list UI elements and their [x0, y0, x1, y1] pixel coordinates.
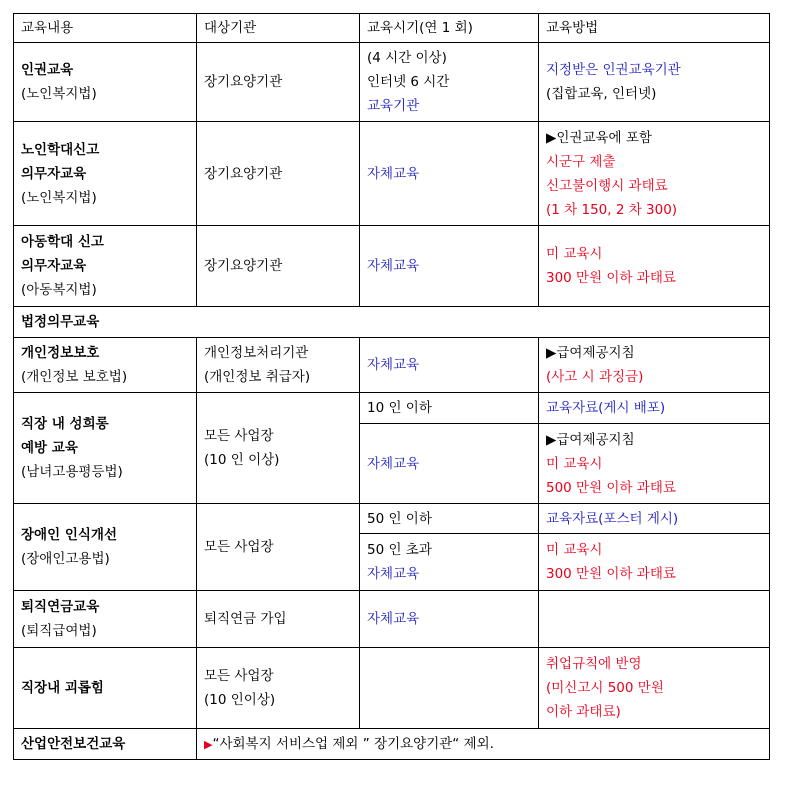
target-text: 모든 사업장: [204, 539, 274, 555]
method-text: (집합교육, 인터넷): [546, 86, 657, 102]
course-title: 아동학대 신고: [21, 234, 104, 250]
table-row: [14, 226, 770, 307]
target-text: (10 인이상): [204, 692, 276, 708]
header-method: 교육방법: [539, 14, 770, 43]
timing-cell: [360, 591, 539, 648]
course-title: 퇴직연금교육: [21, 599, 100, 615]
method-text: 시군구 제출: [546, 153, 616, 170]
method-text: 500 만원 이하 과태료: [546, 479, 676, 496]
method-cell: [539, 43, 770, 122]
header-timing: 교육시기(연 1 회): [360, 14, 539, 43]
timing-text: 자체교육: [367, 165, 420, 182]
method-text: (1 차 150, 2 차 300): [546, 201, 678, 218]
timing-cell: [360, 393, 539, 424]
course-law: (개인정보 보호법): [21, 369, 128, 385]
course-law: (노인복지법): [21, 189, 97, 206]
method-cell: [539, 648, 770, 729]
target-cell: [197, 226, 360, 307]
header-content: 교육내용: [14, 14, 197, 43]
method-text: ▶인권교육에 포함: [546, 129, 652, 146]
course-title: 개인정보보호: [21, 345, 100, 361]
method-cell: [539, 122, 770, 226]
content-cell: [14, 591, 197, 648]
method-cell: [539, 338, 770, 393]
content-cell: [14, 648, 197, 729]
target-cell: [197, 122, 360, 226]
timing-cell: [360, 43, 539, 122]
target-text: 장기요양기관: [204, 74, 283, 90]
table-row: [14, 591, 770, 648]
target-cell: [197, 504, 360, 591]
timing-text: 인터넷 6 시간: [367, 74, 450, 90]
method-text: 300 만원 이하 과태료: [546, 270, 676, 286]
table-row: [14, 122, 770, 226]
method-text: (사고 시 과징금): [546, 369, 644, 385]
method-cell: [539, 226, 770, 307]
timing-text: 자체교육: [367, 455, 420, 472]
target-text: 장기요양기관: [204, 165, 283, 182]
course-title: 노인학대신고: [21, 141, 100, 158]
note-text: “사회복지 서비스업 제외 ” 장기요양기관“ 제외.: [212, 735, 494, 752]
target-text: 모든 사업장: [204, 428, 274, 444]
course-law: (남녀고용평등법): [21, 464, 123, 480]
timing-text: 50 인 이하: [367, 510, 432, 527]
timing-text: 자체교육: [367, 566, 420, 582]
timing-text: 교육기관: [367, 98, 420, 114]
method-text: 이하 과태료): [546, 704, 621, 720]
method-text: (미신고시 500 만원: [546, 680, 664, 696]
content-cell: [14, 122, 197, 226]
timing-cell: [360, 534, 539, 591]
content-cell: [14, 729, 197, 760]
content-cell: [14, 338, 197, 393]
method-text: 지정받은 인권교육기관: [546, 62, 681, 78]
education-table: [13, 13, 770, 760]
target-cell: [197, 43, 360, 122]
target-cell: [197, 393, 360, 504]
method-text: ▶급여제공지침: [546, 345, 635, 361]
method-text: 취업규칙에 반영: [546, 656, 642, 672]
target-text: 장기요양기관: [204, 258, 283, 274]
timing-text: 10 인 이하: [367, 400, 432, 416]
method-cell: [539, 534, 770, 591]
timing-cell: [360, 338, 539, 393]
method-cell: [539, 504, 770, 534]
content-cell: [14, 504, 197, 591]
method-text: 300 만원 이하 과태료: [546, 566, 676, 582]
method-cell: [539, 591, 770, 648]
table-row: [14, 393, 770, 424]
table-row: [14, 648, 770, 729]
method-text: 미 교육시: [546, 455, 603, 472]
timing-cell: [360, 424, 539, 504]
course-law: (퇴직급여법): [21, 623, 97, 639]
timing-text: (4 시간 이상): [367, 50, 447, 66]
timing-text: 50 인 초과: [367, 542, 432, 558]
target-text: (개인정보 취급자): [204, 369, 311, 385]
target-cell: [197, 591, 360, 648]
timing-text: 자체교육: [367, 258, 420, 274]
course-law: (장애인고용법): [21, 551, 110, 567]
target-text: 모든 사업장: [204, 668, 274, 684]
course-title: 의무자교육: [21, 165, 87, 182]
target-cell: [197, 648, 360, 729]
content-cell: [14, 43, 197, 122]
method-text: ▶급여제공지침: [546, 431, 635, 448]
table-row: [14, 338, 770, 393]
course-law: (노인복지법): [21, 86, 97, 102]
target-text: (10 인 이상): [204, 452, 280, 468]
course-title: 산업안전보건교육: [21, 736, 126, 752]
method-text: 미 교육시: [546, 246, 603, 262]
section-title: 법정의무교육: [14, 307, 770, 338]
course-title: 예방 교육: [21, 440, 78, 456]
course-title: 직장내 괴롭힘: [21, 680, 104, 696]
target-text: 퇴직연금 가입: [204, 611, 287, 627]
course-title: 장애인 인식개선: [21, 527, 117, 543]
timing-cell: [360, 504, 539, 534]
method-text: 교육자료(게시 배포): [546, 400, 666, 416]
timing-text: 자체교육: [367, 611, 420, 627]
table-row: [14, 504, 770, 534]
content-cell: [14, 393, 197, 504]
method-cell: [539, 424, 770, 504]
triangle-marker-icon: ▶: [204, 737, 213, 751]
method-text: 신고불이행시 과태료: [546, 177, 668, 194]
content-cell: [14, 226, 197, 307]
timing-cell: [360, 648, 539, 729]
course-title: 의무자교육: [21, 258, 87, 274]
section-row: [14, 307, 770, 338]
header-target: 대상기관: [197, 14, 360, 43]
timing-text: 자체교육: [367, 357, 420, 373]
timing-cell: [360, 226, 539, 307]
timing-cell: [360, 122, 539, 226]
note-cell: [197, 729, 770, 760]
method-text: 미 교육시: [546, 542, 603, 558]
course-title: 인권교육: [21, 62, 74, 78]
header-row: [14, 14, 770, 43]
course-title: 직장 내 성희롱: [21, 416, 109, 432]
target-cell: [197, 338, 360, 393]
method-cell: [539, 393, 770, 424]
target-text: 개인정보처리기관: [204, 345, 309, 361]
course-law: (아동복지법): [21, 282, 97, 298]
table-row: [14, 43, 770, 122]
table-row: [14, 729, 770, 760]
method-text: 교육자료(포스터 게시): [546, 510, 679, 527]
